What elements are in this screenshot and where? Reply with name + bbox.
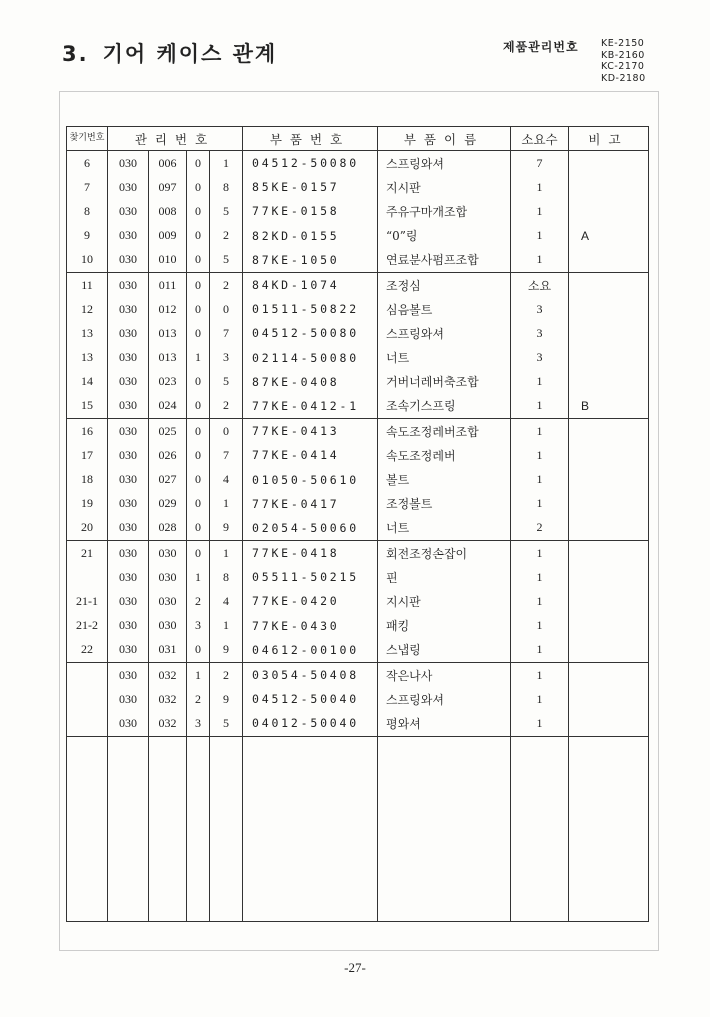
table-row <box>67 589 649 613</box>
cell-qty: 소요 <box>511 272 569 297</box>
blank-cell <box>378 784 511 922</box>
cell-name: 조정심 <box>378 272 511 297</box>
blank-cell <box>210 784 243 922</box>
cell-part-no: 77KE-0430 <box>243 614 378 638</box>
blank-cell <box>108 784 149 922</box>
cell-qty: 3 <box>511 321 569 345</box>
cell-no: 14 <box>67 370 108 394</box>
cell-name: 스프링와셔 <box>378 687 511 711</box>
blank-row <box>67 784 649 922</box>
cell-qty: 1 <box>511 199 569 223</box>
cell-m3: 2 <box>187 687 210 711</box>
cell-m1: 030 <box>108 272 149 297</box>
table-row <box>67 346 649 370</box>
cell-remark <box>569 370 649 394</box>
header-part-no: 부품번호 <box>243 127 378 151</box>
table-row <box>67 687 649 711</box>
cell-m2: 008 <box>149 199 187 223</box>
cell-m3: 0 <box>187 467 210 491</box>
blank-cell <box>149 736 187 784</box>
blank-cell <box>210 736 243 784</box>
cell-m4: 3 <box>210 346 243 370</box>
cell-m4: 0 <box>210 297 243 321</box>
cell-qty: 3 <box>511 297 569 321</box>
page-number: -27- <box>344 960 366 975</box>
cell-m1: 030 <box>108 151 149 176</box>
blank-cell <box>378 736 511 784</box>
cell-m2: 030 <box>149 614 187 638</box>
cell-part-no: 87KE-1050 <box>243 248 378 273</box>
cell-m2: 027 <box>149 467 187 491</box>
header-part-name: 부품이름 <box>378 127 511 151</box>
table-row <box>67 370 649 394</box>
cell-name: 패킹 <box>378 614 511 638</box>
cell-no <box>67 711 108 736</box>
cell-remark <box>569 516 649 541</box>
blank-cell <box>569 784 649 922</box>
section-number: 3. <box>62 42 89 66</box>
cell-remark <box>569 687 649 711</box>
table-row <box>67 297 649 321</box>
cell-m1: 030 <box>108 565 149 589</box>
cell-m3: 0 <box>187 272 210 297</box>
cell-remark <box>569 248 649 273</box>
cell-remark <box>569 638 649 663</box>
cell-m3: 0 <box>187 321 210 345</box>
cell-remark <box>569 711 649 736</box>
cell-qty: 1 <box>511 443 569 467</box>
cell-m4: 5 <box>210 248 243 273</box>
cell-m3: 1 <box>187 565 210 589</box>
cell-remark <box>569 565 649 589</box>
cell-no: 21-1 <box>67 589 108 613</box>
cell-name: 심음볼트 <box>378 297 511 321</box>
cell-remark: B <box>569 394 649 419</box>
cell-m2: 032 <box>149 662 187 687</box>
cell-m4: 7 <box>210 321 243 345</box>
table-row <box>67 662 649 687</box>
cell-remark <box>569 297 649 321</box>
cell-m3: 2 <box>187 589 210 613</box>
cell-m2: 025 <box>149 419 187 444</box>
cell-m2: 010 <box>149 248 187 273</box>
model-code: KD-2180 <box>601 72 646 84</box>
cell-no: 17 <box>67 443 108 467</box>
cell-name: 속도조정레버 <box>378 443 511 467</box>
cell-part-no: 04512-50040 <box>243 687 378 711</box>
cell-qty: 1 <box>511 467 569 491</box>
cell-no: 19 <box>67 492 108 516</box>
cell-m4: 8 <box>210 175 243 199</box>
cell-part-no: 04612-00100 <box>243 638 378 663</box>
cell-name: 주유구마개조합 <box>378 199 511 223</box>
cell-no: 9 <box>67 224 108 248</box>
cell-no <box>67 662 108 687</box>
cell-m1: 030 <box>108 297 149 321</box>
table-row <box>67 394 649 419</box>
cell-remark <box>569 151 649 176</box>
cell-qty: 1 <box>511 711 569 736</box>
cell-name: 스냅링 <box>378 638 511 663</box>
cell-m2: 097 <box>149 175 187 199</box>
cell-m1: 030 <box>108 516 149 541</box>
cell-qty: 1 <box>511 614 569 638</box>
cell-m1: 030 <box>108 175 149 199</box>
cell-m1: 030 <box>108 419 149 444</box>
table-row <box>67 565 649 589</box>
table-row <box>67 248 649 273</box>
cell-m2: 009 <box>149 224 187 248</box>
cell-no <box>67 687 108 711</box>
cell-part-no: 01511-50822 <box>243 297 378 321</box>
cell-m4: 2 <box>210 662 243 687</box>
blank-cell <box>511 784 569 922</box>
cell-m4: 4 <box>210 467 243 491</box>
blank-cell <box>108 736 149 784</box>
cell-part-no: 77KE-0414 <box>243 443 378 467</box>
cell-m2: 032 <box>149 687 187 711</box>
blank-cell <box>149 784 187 922</box>
cell-m4: 1 <box>210 541 243 566</box>
cell-m1: 030 <box>108 467 149 491</box>
cell-m4: 2 <box>210 394 243 419</box>
cell-part-no: 02054-50060 <box>243 516 378 541</box>
cell-m4: 5 <box>210 199 243 223</box>
cell-name: 핀 <box>378 565 511 589</box>
cell-m2: 012 <box>149 297 187 321</box>
blank-cell <box>67 784 108 922</box>
cell-part-no: 03054-50408 <box>243 662 378 687</box>
cell-m2: 006 <box>149 151 187 176</box>
cell-m3: 0 <box>187 297 210 321</box>
cell-m3: 0 <box>187 516 210 541</box>
cell-no: 18 <box>67 467 108 491</box>
cell-part-no: 05511-50215 <box>243 565 378 589</box>
cell-m2: 030 <box>149 589 187 613</box>
blank-cell <box>243 784 378 922</box>
cell-remark: A <box>569 224 649 248</box>
cell-m3: 0 <box>187 541 210 566</box>
cell-no: 21 <box>67 541 108 566</box>
table-row <box>67 711 649 736</box>
cell-remark <box>569 272 649 297</box>
cell-m2: 024 <box>149 394 187 419</box>
cell-m1: 030 <box>108 248 149 273</box>
table-row <box>67 321 649 345</box>
blank-cell <box>511 736 569 784</box>
cell-name: 볼트 <box>378 467 511 491</box>
cell-remark <box>569 662 649 687</box>
cell-no: 15 <box>67 394 108 419</box>
cell-qty: 3 <box>511 346 569 370</box>
cell-m1: 030 <box>108 711 149 736</box>
cell-name: 너트 <box>378 516 511 541</box>
cell-remark <box>569 419 649 444</box>
cell-m1: 030 <box>108 589 149 613</box>
cell-m4: 2 <box>210 272 243 297</box>
cell-qty: 1 <box>511 370 569 394</box>
cell-m3: 3 <box>187 711 210 736</box>
table-row <box>67 541 649 566</box>
cell-m1: 030 <box>108 224 149 248</box>
cell-qty: 1 <box>511 638 569 663</box>
header-no: 찾기번호 <box>67 127 108 151</box>
table-row <box>67 638 649 663</box>
cell-m1: 030 <box>108 638 149 663</box>
cell-m3: 1 <box>187 346 210 370</box>
cell-name: 속도조정레버조합 <box>378 419 511 444</box>
cell-part-no: 04512-50080 <box>243 151 378 176</box>
cell-part-no: 04012-50040 <box>243 711 378 736</box>
cell-m3: 0 <box>187 443 210 467</box>
cell-m4: 9 <box>210 516 243 541</box>
cell-qty: 1 <box>511 248 569 273</box>
cell-name: 연료분사펌프조합 <box>378 248 511 273</box>
cell-m4: 1 <box>210 151 243 176</box>
cell-m3: 0 <box>187 199 210 223</box>
cell-qty: 1 <box>511 394 569 419</box>
cell-name: “0”링 <box>378 224 511 248</box>
cell-qty: 1 <box>511 419 569 444</box>
cell-m1: 030 <box>108 370 149 394</box>
cell-m2: 031 <box>149 638 187 663</box>
cell-part-no: 84KD-1074 <box>243 272 378 297</box>
cell-m4: 1 <box>210 492 243 516</box>
cell-no: 20 <box>67 516 108 541</box>
model-code: KE-2150 <box>601 38 645 49</box>
table-row <box>67 443 649 467</box>
table-row <box>67 199 649 223</box>
cell-name: 지시판 <box>378 589 511 613</box>
table-row <box>67 151 649 176</box>
cell-m4: 4 <box>210 589 243 613</box>
cell-part-no: 77KE-0412-1 <box>243 394 378 419</box>
cell-name: 조정볼트 <box>378 492 511 516</box>
cell-qty: 1 <box>511 175 569 199</box>
cell-name: 조속기스프링 <box>378 394 511 419</box>
cell-no: 21-2 <box>67 614 108 638</box>
cell-qty: 1 <box>511 492 569 516</box>
cell-m4: 2 <box>210 224 243 248</box>
blank-cell <box>67 736 108 784</box>
cell-qty: 1 <box>511 589 569 613</box>
cell-m2: 028 <box>149 516 187 541</box>
table-row <box>67 516 649 541</box>
cell-m2: 013 <box>149 321 187 345</box>
model-code: KC-2170 <box>601 61 645 73</box>
cell-no: 22 <box>67 638 108 663</box>
cell-qty: 1 <box>511 541 569 566</box>
cell-m3: 0 <box>187 248 210 273</box>
cell-m2: 026 <box>149 443 187 467</box>
table-row <box>67 224 649 248</box>
cell-no: 8 <box>67 199 108 223</box>
cell-name: 작은나사 <box>378 662 511 687</box>
cell-part-no: 77KE-0417 <box>243 492 378 516</box>
section-title-text: 기어 케이스 관계 <box>102 42 278 66</box>
product-management-label: 제품관리번호 <box>503 40 579 54</box>
cell-no: 16 <box>67 419 108 444</box>
cell-name: 지시판 <box>378 175 511 199</box>
header-qty: 소요수 <box>511 127 569 151</box>
cell-m3: 0 <box>187 419 210 444</box>
cell-part-no: 77KE-0420 <box>243 589 378 613</box>
cell-m4: 5 <box>210 370 243 394</box>
cell-m3: 1 <box>187 662 210 687</box>
cell-no: 11 <box>67 272 108 297</box>
cell-name: 회전조정손잡이 <box>378 541 511 566</box>
cell-m1: 030 <box>108 614 149 638</box>
cell-remark <box>569 443 649 467</box>
cell-m4: 5 <box>210 711 243 736</box>
cell-remark <box>569 492 649 516</box>
cell-m4: 7 <box>210 443 243 467</box>
cell-m1: 030 <box>108 346 149 370</box>
cell-m2: 011 <box>149 272 187 297</box>
header-mgmt: 관리번호 <box>108 127 243 151</box>
cell-part-no: 87KE-0408 <box>243 370 378 394</box>
cell-name: 스프링와셔 <box>378 151 511 176</box>
cell-m2: 030 <box>149 565 187 589</box>
cell-part-no: 77KE-0418 <box>243 541 378 566</box>
cell-part-no: 82KD-0155 <box>243 224 378 248</box>
cell-m2: 032 <box>149 711 187 736</box>
cell-part-no: 01050-50610 <box>243 467 378 491</box>
cell-qty: 1 <box>511 224 569 248</box>
model-code: KB-2160 <box>601 49 645 61</box>
cell-remark <box>569 614 649 638</box>
cell-m3: 0 <box>187 492 210 516</box>
cell-m3: 0 <box>187 151 210 176</box>
cell-m3: 0 <box>187 175 210 199</box>
cell-m4: 1 <box>210 614 243 638</box>
cell-m3: 0 <box>187 394 210 419</box>
cell-m1: 030 <box>108 321 149 345</box>
cell-m1: 030 <box>108 199 149 223</box>
cell-remark <box>569 321 649 345</box>
blank-cell <box>569 736 649 784</box>
cell-m2: 030 <box>149 541 187 566</box>
cell-no: 10 <box>67 248 108 273</box>
cell-m2: 013 <box>149 346 187 370</box>
cell-no: 13 <box>67 346 108 370</box>
cell-name: 너트 <box>378 346 511 370</box>
cell-m4: 0 <box>210 419 243 444</box>
cell-remark <box>569 467 649 491</box>
cell-remark <box>569 541 649 566</box>
table-row <box>67 175 649 199</box>
cell-part-no: 04512-50080 <box>243 321 378 345</box>
cell-remark <box>569 175 649 199</box>
blank-cell <box>187 784 210 922</box>
model-list <box>601 38 646 84</box>
table-row <box>67 419 649 444</box>
table-row <box>67 492 649 516</box>
cell-m4: 9 <box>210 687 243 711</box>
table-row <box>67 467 649 491</box>
cell-part-no: 77KE-0413 <box>243 419 378 444</box>
cell-remark <box>569 199 649 223</box>
cell-m1: 030 <box>108 662 149 687</box>
cell-m3: 0 <box>187 370 210 394</box>
cell-name: 평와셔 <box>378 711 511 736</box>
cell-m1: 030 <box>108 443 149 467</box>
cell-m1: 030 <box>108 687 149 711</box>
cell-m1: 030 <box>108 492 149 516</box>
cell-m3: 3 <box>187 614 210 638</box>
cell-qty: 1 <box>511 565 569 589</box>
cell-part-no: 77KE-0158 <box>243 199 378 223</box>
cell-no: 12 <box>67 297 108 321</box>
section-title <box>62 38 277 68</box>
cell-m2: 023 <box>149 370 187 394</box>
cell-remark <box>569 346 649 370</box>
cell-qty: 7 <box>511 151 569 176</box>
cell-name: 거버너레버축조합 <box>378 370 511 394</box>
table-header <box>67 127 649 151</box>
cell-m3: 0 <box>187 638 210 663</box>
cell-no: 13 <box>67 321 108 345</box>
cell-name: 스프링와셔 <box>378 321 511 345</box>
parts-table <box>66 126 649 922</box>
cell-m2: 029 <box>149 492 187 516</box>
cell-m4: 8 <box>210 565 243 589</box>
blank-row <box>67 736 649 784</box>
cell-part-no: 02114-50080 <box>243 346 378 370</box>
blank-cell <box>187 736 210 784</box>
header-remarks: 비고 <box>569 127 649 151</box>
cell-no: 6 <box>67 151 108 176</box>
table-row <box>67 272 649 297</box>
cell-m3: 0 <box>187 224 210 248</box>
blank-cell <box>243 736 378 784</box>
cell-qty: 1 <box>511 687 569 711</box>
cell-qty: 1 <box>511 662 569 687</box>
cell-m1: 030 <box>108 541 149 566</box>
cell-qty: 2 <box>511 516 569 541</box>
cell-remark <box>569 589 649 613</box>
table-row <box>67 614 649 638</box>
cell-no <box>67 565 108 589</box>
cell-m1: 030 <box>108 394 149 419</box>
cell-m4: 9 <box>210 638 243 663</box>
cell-part-no: 85KE-0157 <box>243 175 378 199</box>
cell-no: 7 <box>67 175 108 199</box>
